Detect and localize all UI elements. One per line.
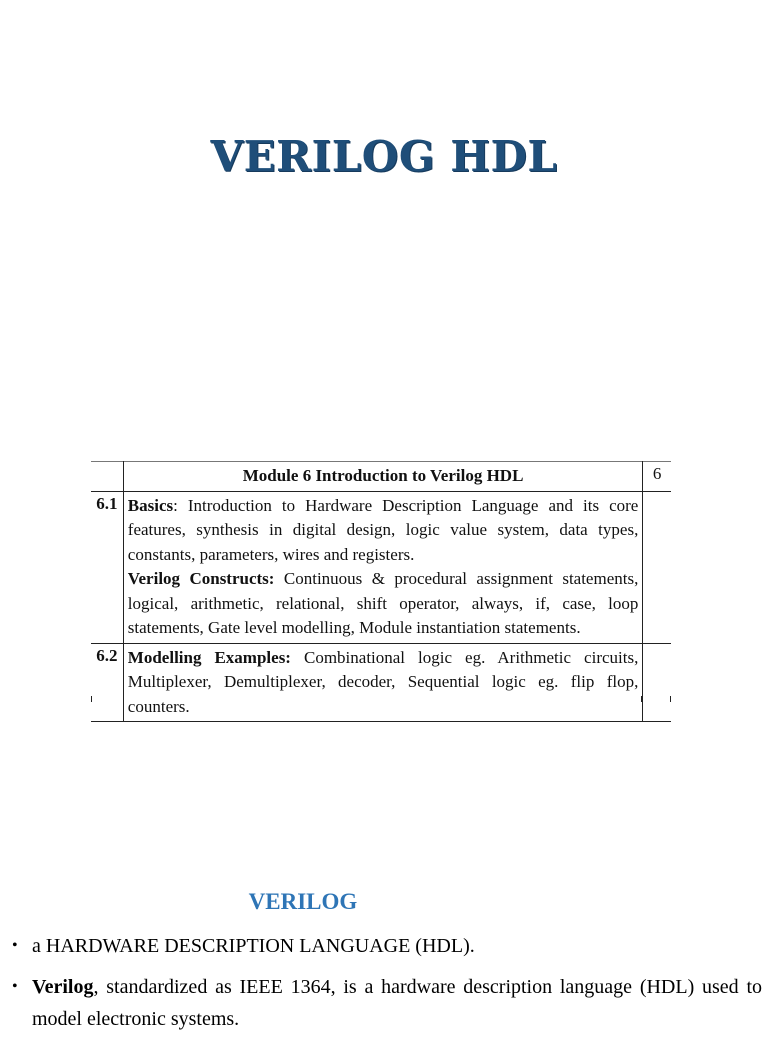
topic-text: Combinational logic eg. Arithmetic circuits, Multiplexer, Demultiplexer, decoder, Sequential logic eg. flip flop, counters. [127, 647, 639, 716]
row-number: 6.1 [91, 491, 123, 643]
section-heading: VERILOG [248, 889, 358, 914]
topic-text: : Introduction to Hardware Description Language and its core features, synthesis in digital design, logic value system, data types, constants, parameters, wires and registers. [127, 495, 639, 564]
bullet-bold-text: Verilog [32, 976, 94, 998]
syllabus-row-6-1 [91, 491, 671, 643]
topic-label: Verilog Constructs: [127, 569, 275, 588]
syllabus-table [91, 461, 671, 722]
slide-title: VERILOG HDL [210, 132, 558, 181]
row-hours [643, 491, 671, 643]
header-number-cell [91, 462, 123, 492]
topic-label: Basics [127, 495, 174, 515]
bullet-item [12, 971, 762, 1035]
bullet-text: , standardized as IEEE 1364, is a hardware description language (HDL) used to model electronic systems. [32, 976, 762, 1030]
row-hours [643, 643, 671, 722]
topic-modelling-examples [128, 646, 639, 720]
table-border-tick [123, 696, 124, 702]
row-content [123, 643, 643, 722]
row-number: 6.2 [91, 643, 123, 722]
syllabus-header-row [91, 462, 671, 492]
table-border-tick [641, 696, 642, 702]
syllabus-row-6-2 [91, 643, 671, 722]
bullet-text: a HARDWARE DESCRIPTION LANGUAGE (HDL). [32, 935, 475, 957]
table-border-tick [670, 696, 671, 702]
bullet-list [12, 930, 762, 1044]
bullet-icon: • [12, 978, 18, 995]
topic-text: Continuous & procedural assignment statements, logical, arithmetic, relational, shift operator, always, if, case, loop statements, Gate level modelling, Module instantiation statements. [127, 569, 639, 637]
row-content [123, 491, 643, 643]
topic-verilog-constructs [128, 567, 639, 641]
bullet-icon: • [12, 937, 18, 954]
header-module-title: Module 6 Introduction to Verilog HDL [123, 462, 643, 492]
bullet-item [12, 930, 762, 962]
topic-label: Modelling Examples: [127, 647, 291, 667]
topic-basics [128, 494, 639, 568]
header-hours-cell: 6 [643, 462, 671, 492]
table-border-tick [91, 696, 92, 702]
